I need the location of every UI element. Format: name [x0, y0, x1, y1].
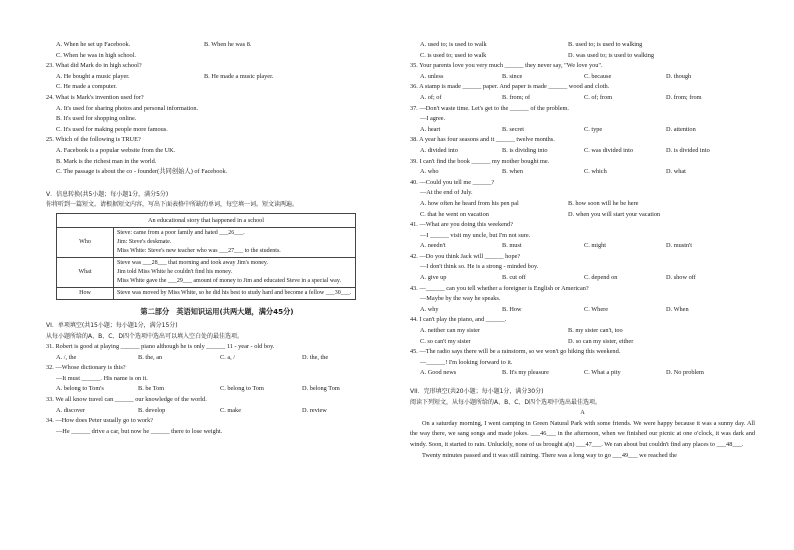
q45-option-a[interactable]: A. Good news [420, 369, 457, 377]
q40-stem-2: —At the end of July. [420, 189, 473, 197]
q45-option-d[interactable]: D. No problem [666, 369, 704, 377]
table-line: Steve: came from a poor family and hated ___26___. [117, 229, 245, 236]
q24-option-a[interactable]: A. It's used for sharing photos and personal information. [56, 104, 199, 112]
q25-stem: 25. Which of the following is TRUE? [46, 136, 141, 144]
q34-stem-2: —He ______ drive a car, but now he ______ there to lose weight. [56, 427, 223, 435]
q44-stem: 44. I can't play the piano, and ______. [410, 316, 507, 324]
q40-option-c[interactable]: C. that he went on vacation [420, 210, 489, 218]
q39-stem: 39. I can't find the book ______ my mother bought me. [410, 157, 550, 165]
q37-option-a[interactable]: A. heart [420, 125, 441, 133]
q43-stem-2: —Maybe by the way he speaks. [420, 295, 501, 303]
q25-option-c[interactable]: C. The passage is about the co - founder(共同创始人) of Facebook. [56, 168, 228, 176]
q36-stem: 36. A stamp is made ______ paper. And paper is made ______ wood and cloth. [410, 83, 610, 91]
q23-option-a[interactable]: A. He bought a music player. [56, 72, 130, 80]
q24-option-c[interactable]: C. It's used for making people more famous. [56, 125, 168, 133]
info-table-caption: An educational story that happened in a school [56, 213, 356, 227]
q35-option-a[interactable]: A. unless [420, 72, 444, 80]
q33-option-c[interactable]: C. make [220, 406, 241, 414]
q39-option-a[interactable]: A. who [420, 168, 439, 176]
q42-options [410, 273, 755, 284]
q36-option-c[interactable]: C. of; from [584, 93, 613, 101]
q32-option-c[interactable]: C. belong to Tom [220, 385, 264, 393]
section7-instructions: 阅读下列短文，从每小题所给的A、B、C、D四个选项中选出最佳选项。 [410, 398, 602, 406]
q38-options [410, 146, 755, 157]
q38-option-b[interactable]: B. is dividing into [502, 146, 548, 154]
q43-option-c[interactable]: C. Where [584, 305, 609, 313]
q44-option-d[interactable]: D. so can my sister, either [568, 337, 634, 345]
passage-paragraph-1: On a saturday morning, I went camping in Green Natural Park with some friends. We were happy because it was a sunny day. All the way there, we sang songs and made jokes. ___46___ in the afternoon, when we finished our picnic at one o'clock, it was dark and windy. Soon, it started to rain. Unluckily, none of us brought a(n) ___47___. We ran about but couldn't find any places to ___48___. [410, 419, 755, 448]
q45-stem-2: —______! I'm looking forward to it. [420, 358, 513, 366]
q33-option-d[interactable]: D. review [302, 406, 327, 414]
q34-option-b[interactable]: B. used to; is used to walking [568, 41, 643, 48]
q24-stem: 24. What is Mark's invention used for? [46, 93, 144, 101]
q39-options [410, 167, 755, 178]
q38-stem: 38. A year has four seasons and it ______ twelve months. [410, 136, 555, 144]
table-cell [114, 287, 356, 299]
q22-options-row1 [46, 40, 388, 51]
q45-options [410, 368, 755, 379]
table-row-head: What [57, 257, 114, 287]
q37-option-d[interactable]: D. attention [666, 125, 696, 133]
q40-option-a[interactable]: A. how often he heard from his pen pal [420, 199, 519, 207]
q33-option-b[interactable]: B. develop [138, 406, 166, 414]
q31-stem: 31. Robert is good at playing ______ piano although he is only ______ 11 - year - old boy. [46, 343, 275, 351]
passage-label: A [580, 409, 585, 417]
q41-option-a[interactable]: A. needn't [420, 242, 446, 250]
q32-option-a[interactable]: A. belong to Tom's [56, 385, 104, 393]
q23-stem: 23. What did Mark do in high school? [46, 62, 142, 70]
q35-option-b[interactable]: B. since [502, 72, 523, 80]
q42-option-d[interactable]: D. show off [666, 274, 696, 282]
q34-option-d[interactable]: D. was used to; is used to walking [568, 51, 655, 59]
q45-option-c[interactable]: C. What a pity [584, 369, 621, 377]
q31-option-a[interactable]: A. /, the [56, 353, 77, 361]
q41-option-b[interactable]: B. must [502, 242, 522, 250]
section5-title: V．信息转换(共5小题；每小题1分，满分5分) [46, 190, 169, 198]
q31-option-c[interactable]: C. a, / [220, 353, 236, 361]
q37-option-b[interactable]: B. secret [502, 125, 525, 133]
q25-option-b[interactable]: B. Mark is the richest man in the world. [56, 157, 157, 165]
q42-option-b[interactable]: B. cut off [502, 274, 526, 282]
table-line: Jim: Steve's deskmate. [117, 238, 172, 245]
q39-option-b[interactable]: B. when [502, 168, 523, 176]
q33-options [46, 406, 388, 417]
q41-option-d[interactable]: D. mustn't [666, 242, 692, 250]
table-row-head: Who [57, 227, 114, 257]
section7-title: VII．完形填空(共20小题；每小题1分，满分30分) [410, 388, 544, 395]
q37-options [410, 125, 755, 136]
q32-option-d[interactable]: D. belong Tom [302, 385, 340, 393]
table-row [57, 287, 356, 299]
q40-option-d[interactable]: D. when you will start your vacation [568, 210, 661, 218]
q39-option-d[interactable]: D. what [666, 168, 686, 176]
q40-options-row2 [410, 210, 755, 221]
q41-stem-2: —I ______ visit my uncle, but I'm not sure. [420, 231, 531, 239]
q43-stem: 43. —______ can you tell whether a foreigner is English or American? [410, 284, 589, 292]
q38-option-d[interactable]: D. is divided into [666, 146, 710, 154]
q40-options-row1 [410, 199, 755, 210]
section6-instructions: 从每小题所给的A、B、C、D四个选项中选出可以填入空白处的最佳选项。 [46, 332, 244, 340]
q22-option-c[interactable]: C. When he was in high school. [56, 51, 136, 59]
part2-title: 第二部分 英语知识运用(共两大题，满分45分) [140, 306, 294, 316]
q35-stem: 35. Your parents love you very much ______ they never say, "We love you". [410, 62, 603, 70]
q23-option-b[interactable]: B. He made a music player. [204, 72, 274, 80]
table-line: Jim told Miss White he couldn't find his money. [117, 268, 233, 275]
q34-option-a[interactable]: A. used to; is used to walk [420, 41, 487, 48]
passage-paragraph-2: Twenty minutes passed and it was still raining. There was a long way to go ___49___ we reached the [422, 451, 677, 459]
q39-option-c[interactable]: C. which [584, 168, 607, 176]
q40-stem: 40. —Could you tell me ______? [410, 178, 495, 186]
q42-option-a[interactable]: A. give up [420, 274, 447, 282]
q37-option-c[interactable]: C. type [584, 125, 603, 133]
right-column [410, 40, 755, 461]
q24-option-b[interactable]: B. It's used for shopping online. [56, 115, 137, 123]
q34-stem: 34. —How does Peter usually go to work? [46, 417, 154, 425]
table-cell [114, 227, 356, 257]
q43-options [410, 305, 755, 316]
q36-option-b[interactable]: B. from; of [502, 93, 531, 101]
q41-stem: 41. —What are you doing this weekend? [410, 221, 513, 229]
q31-option-d[interactable]: D. the, the [302, 353, 329, 361]
q23-option-c[interactable]: C. He made a computer. [56, 83, 117, 91]
q36-option-d[interactable]: D. from; from [666, 93, 702, 101]
q43-option-d[interactable]: D. When [666, 305, 689, 313]
table-line: Steve was moved by Miss White, so he did his best to study hard and become a fellow ___30___. [117, 289, 352, 296]
table-row-head: How [57, 287, 114, 299]
info-table [56, 213, 356, 300]
q44-option-b[interactable]: B. my sister can't, too [568, 327, 623, 335]
q44-options-row2 [410, 337, 755, 348]
q22-option-b[interactable]: B. When he was 8. [204, 41, 252, 48]
q38-option-a[interactable]: A. divided into [420, 146, 458, 154]
q22-option-a[interactable]: A. When he set up Facebook. [56, 41, 131, 48]
q42-stem-2: —I don't think so. He is a strong - minded boy. [420, 263, 539, 271]
q35-options [410, 72, 755, 83]
q34-option-c[interactable]: C. is used to; used to walk [420, 51, 487, 59]
q44-options-row1 [410, 326, 755, 337]
q43-option-a[interactable]: A. why [420, 305, 439, 313]
q44-option-c[interactable]: C. so can't my sister [420, 337, 471, 345]
table-line: Miss White: Steve's new teacher who was ___27___ to the students. [117, 247, 281, 254]
table-row [57, 227, 356, 257]
q25-option-a[interactable]: A. Facebook is a popular website from the UK. [56, 146, 176, 154]
left-column [46, 40, 388, 437]
table-cell [114, 257, 356, 287]
q36-option-a[interactable]: A. of; of [420, 93, 442, 101]
q36-options [410, 93, 755, 104]
q34-options-row1 [410, 40, 755, 51]
q41-options [410, 241, 755, 252]
table-line: Steve was ___28___ that morning and took away Jim's money. [117, 259, 269, 266]
q37-stem-2: —I agree. [420, 115, 446, 123]
q37-stem: 37. —Don't waste time. Let's get to the ______ of the problem. [410, 104, 569, 112]
section5-instructions: 你将听到一篇短文。请根据短文内容，写出下面表格中所缺的单词，每空填一词。短文读两遍。 [46, 201, 299, 209]
section6-title: VI．单项填空(共15小题；每小题1分，满分15分) [46, 321, 178, 329]
q42-option-c[interactable]: C. depend on [584, 274, 618, 282]
table-line: Miss White gave the ___29___ amount of money to Jim and educated Steve in a special way. [117, 277, 341, 284]
q44-option-a[interactable]: A. neither can my sister [420, 327, 480, 335]
q35-option-c[interactable]: C. because [584, 72, 612, 80]
q43-option-b[interactable]: B. How [502, 305, 522, 313]
q31-option-b[interactable]: B. the, an [138, 353, 163, 361]
q23-options-row [46, 72, 388, 83]
q32-stem: 32. —Whose dictionary is this? [46, 364, 126, 372]
q32-options [46, 384, 388, 395]
q41-option-c[interactable]: C. might [584, 242, 607, 250]
table-row [57, 257, 356, 287]
q31-options [46, 353, 388, 364]
q45-option-b[interactable]: B. It's my pleasure [502, 369, 549, 377]
q38-option-c[interactable]: C. was divided into [584, 146, 633, 154]
q34-options-row2 [410, 51, 755, 62]
q33-option-a[interactable]: A. discover [56, 406, 86, 414]
q35-option-d[interactable]: D. though [666, 72, 692, 80]
q45-stem: 45. —The radio says there will be a rainstorm, so we won't go hiking this weekend. [410, 348, 621, 356]
q33-stem: 33. We all know travel can ______ our knowledge of the world. [46, 396, 207, 404]
q32-stem-2: —It must ______. His name is on it. [56, 374, 148, 382]
q40-option-b[interactable]: B. how soon will he be here [568, 199, 639, 207]
q32-option-b[interactable]: B. be Tom [138, 385, 165, 393]
q42-stem: 42. —Do you think Jack will ______ hope? [410, 252, 521, 260]
